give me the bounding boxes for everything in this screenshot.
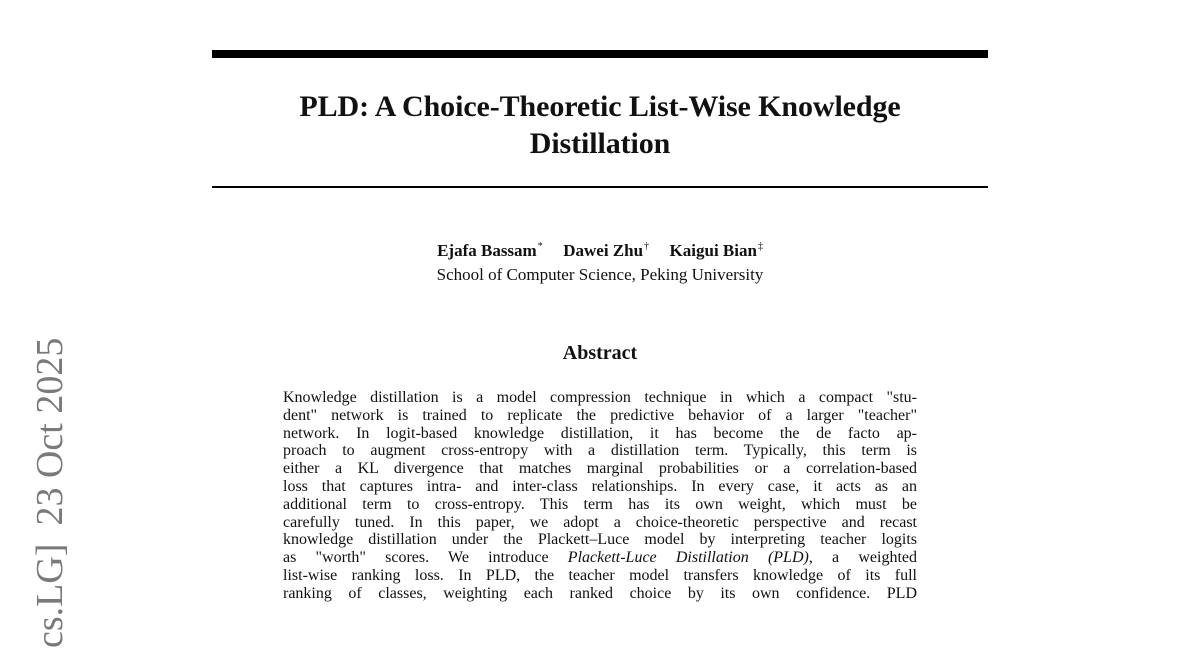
abstract-line: ranking of classes, weighting each ranked choice by its own confidence. PLD bbox=[283, 584, 917, 602]
abstract-body bbox=[283, 389, 917, 603]
pld-term: Plackett-Luce Distillation (PLD) bbox=[567, 549, 809, 567]
author-footnote-mark: * bbox=[537, 241, 543, 252]
abstract-line: carefully tuned. In this paper, we adopt a choice-theoretic perspective and recast bbox=[283, 513, 917, 531]
author-name: Ejafa Bassam bbox=[437, 241, 537, 260]
arxiv-date: 23 Oct 2025 bbox=[29, 337, 71, 526]
author-footnote-mark: † bbox=[644, 241, 650, 252]
abstract-line: list-wise ranking loss. In PLD, the teacher model transfers knowledge of its full bbox=[283, 566, 917, 584]
arxiv-stamp bbox=[28, 338, 72, 648]
abstract-line: proach to augment cross-entropy with a distillation term. Typically, this term is bbox=[283, 442, 917, 460]
abstract-line: loss that captures intra- and inter-class relationships. In every case, it acts as an bbox=[283, 477, 917, 495]
author-name: Kaigui Bian bbox=[669, 241, 757, 260]
title-line-1: PLD: A Choice-Theoretic List-Wise Knowledge bbox=[299, 90, 901, 123]
paper-title bbox=[212, 88, 988, 162]
arxiv-category: cs.LG] bbox=[29, 543, 71, 648]
author-name: Dawei Zhu bbox=[563, 241, 644, 260]
top-rule bbox=[212, 50, 988, 58]
abstract-line: additional term to cross-entropy. This term has its own weight, which must be bbox=[283, 495, 917, 513]
abstract-line: dent" network is trained to replicate the predictive behavior of a larger "teacher" bbox=[283, 406, 917, 424]
abstract-line: knowledge distillation under the Plackett–Luce model by interpreting teacher logits bbox=[283, 531, 917, 549]
author-list bbox=[212, 240, 988, 262]
abstract-line: network. In logit-based knowledge distillation, it has become the de facto ap- bbox=[283, 424, 917, 442]
abstract-line: Knowledge distillation is a model compression technique in which a compact "stu- bbox=[283, 389, 917, 406]
title-line-2: Distillation bbox=[529, 127, 671, 160]
abstract-line: as "worth" scores. We introduce Plackett-Luce Distillation (PLD), a weighted bbox=[283, 549, 918, 567]
author-footnote-mark: ‡ bbox=[757, 241, 763, 252]
affiliation: School of Computer Science, Peking University bbox=[436, 265, 764, 284]
title-rule bbox=[212, 186, 988, 188]
abstract-heading: Abstract bbox=[562, 342, 638, 364]
abstract-line: either a KL divergence that matches marginal probabilities or a correlation-based bbox=[283, 460, 917, 478]
